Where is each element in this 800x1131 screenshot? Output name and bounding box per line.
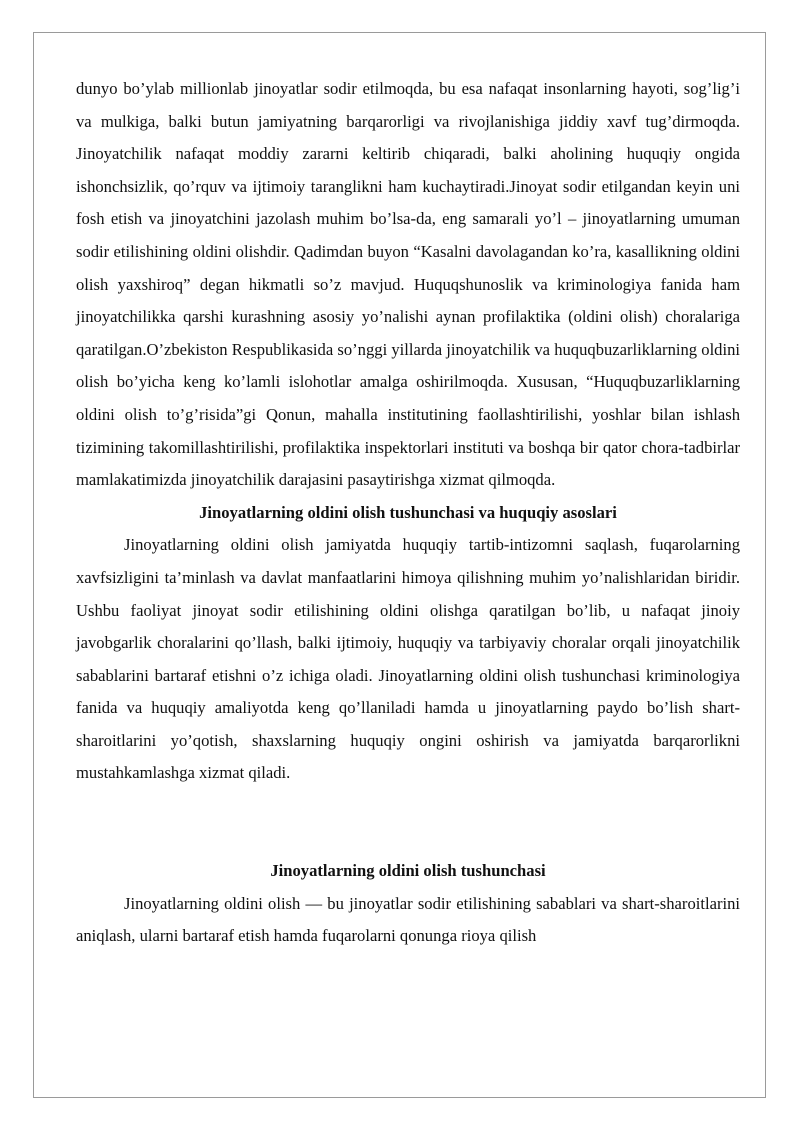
- intro-paragraph: dunyo bo’ylab millionlab jinoyatlar sodir etilmoqda, bu esa nafaqat insonlarning hayoti, sog’lig’i va mulkiga, balki butun jamiyatning barqarorligi va rivojlanishiga jiddiy xavf tug’dirmoqda. Jinoyatchilik nafaqat moddiy zararni keltirib chiqaradi, balki aholining huquqiy ongida ishonchsizlik, qo’rquv va ijtimoiy taranglikni ham kuchaytiradi.Jinoyat sodir etilgandan keyin uni fosh etish va jinoyatchini jazolash muhim bo’lsa-da, eng samarali yo’l – jinoyatlarning umuman sodir etilishining oldini olishdir. Qadimdan buyon “Kasalni davolagandan ko’ra, kasallikning oldini olish yaxshiroq” degan hikmatli so’z mavjud. Huquqshunoslik va kriminologiya fanida ham jinoyatchilikka qarshi kurashning asosiy yo’nalishi aynan profilaktika (oldini olish) choralariga qaratilgan.O’zbekiston Respublikasida so’nggi yillarda jinoyatchilik va huquqbuzarliklarning oldini olish bo’yicha keng ko’lamli islohotlar amalga oshirilmoqda. Xususan, “Huquqbuzarliklarning oldini olish to’g’risida”gi Qonun, mahalla institutining faollashtirilishi, yoshlar bilan ishlash tizimining takomillashtirilishi, profilaktika inspektorlari instituti va boshqa bir qator chora-tadbirlar mamlakatimizda jinoyatchilik darajasini pasaytirishga xizmat qilmoqda.: [76, 79, 740, 490]
- section-heading-concept-and-legal-basis: Jinoyatlarning oldini olish tushunchasi va huquqiy asoslari: [199, 502, 617, 522]
- section-paragraph-concept-and-legal-basis: Jinoyatlarning oldini olish jamiyatda huquqiy tartib-intizomni saqlash, fuqarolarning xavfsizligini ta’minlash va davlat manfaatlarini himoya qilishning muhim yo’nalishlaridan biridir. Ushbu faoliyat jinoyat sodir etilishining oldini olishga qaratilgan bo’lib, u nafaqat jinoiy javobgarlik choralarini qo’llash, balki ijtimoiy, huquqiy va tarbiyaviy choralar orqali jinoyatchilik sabablarini bartaraf etishni o’z ichiga oladi. Jinoyatlarning oldini olish tushunchasi kriminologiya fanida va huquqiy amaliyotda keng qo’llaniladi hamda u jinoyatlarning paydo bo’lish shart-sharoitlarini yo’qotish, shaxslarning huquqiy ongini oshirish va jamiyatda barqarorlikni mustahkamlashga xizmat qiladi.: [76, 535, 740, 783]
- blank-space: [76, 790, 740, 855]
- document-body: [76, 73, 740, 953]
- section-paragraph-concept: Jinoyatlarning oldini olish — bu jinoyatlar sodir etilishining sabablari va shart-sharoitlarini aniqlash, ularni bartaraf etish hamda fuqarolarni qonunga rioya qilish: [76, 893, 740, 946]
- section-heading-concept: Jinoyatlarning oldini olish tushunchasi: [270, 861, 546, 881]
